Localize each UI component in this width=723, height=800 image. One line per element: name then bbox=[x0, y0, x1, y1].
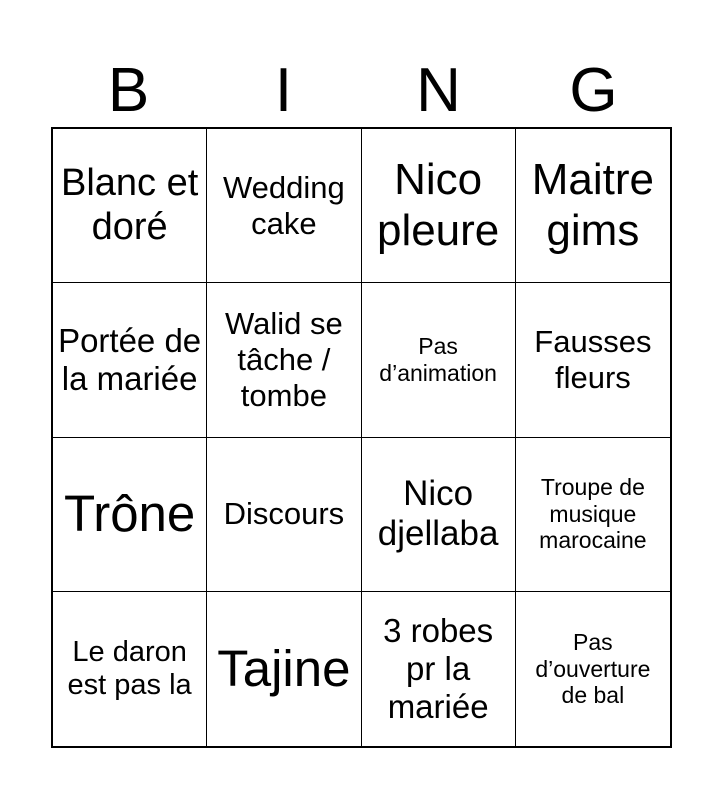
bingo-cell[interactable] bbox=[516, 592, 670, 746]
cell-text: Portée de la mariée bbox=[58, 321, 202, 397]
bingo-cell[interactable] bbox=[207, 129, 361, 283]
bingo-cell[interactable] bbox=[516, 438, 670, 592]
bingo-cell[interactable] bbox=[207, 592, 361, 746]
cell-text: Nico pleure bbox=[376, 155, 500, 255]
bingo-cell[interactable] bbox=[53, 438, 207, 592]
cell-text: Trône bbox=[63, 484, 196, 542]
header-letter-n: N bbox=[416, 56, 461, 125]
cell-text: Le daron est pas la bbox=[67, 635, 192, 701]
cell-text: Blanc et doré bbox=[60, 161, 199, 248]
cell-text: Pas d’ouverture de bal bbox=[535, 629, 651, 709]
bingo-cell[interactable] bbox=[53, 283, 207, 437]
header-letter-g: G bbox=[569, 56, 618, 125]
cell-text: Maitre gims bbox=[531, 155, 654, 255]
bingo-cell[interactable] bbox=[53, 129, 207, 283]
cell-text: Discours bbox=[223, 496, 345, 532]
bingo-grid bbox=[51, 127, 672, 748]
bingo-cell[interactable] bbox=[53, 592, 207, 746]
header-letter-b: B bbox=[107, 56, 150, 125]
cell-text: Walid se tâche / tombe bbox=[225, 306, 343, 413]
cell-text: Tajine bbox=[217, 639, 351, 697]
cell-text: 3 robes pr la mariée bbox=[383, 611, 494, 725]
bingo-cell[interactable] bbox=[362, 438, 516, 592]
bingo-cell[interactable] bbox=[362, 283, 516, 437]
bingo-cell[interactable] bbox=[516, 129, 670, 283]
bingo-cell[interactable] bbox=[207, 438, 361, 592]
bingo-header bbox=[51, 56, 671, 126]
bingo-cell[interactable] bbox=[516, 283, 670, 437]
bingo-cell[interactable] bbox=[207, 283, 361, 437]
bingo-cell[interactable] bbox=[362, 592, 516, 746]
cell-text: Pas d’animation bbox=[379, 333, 497, 386]
cell-text: Nico djellaba bbox=[377, 473, 499, 554]
header-letter-i: I bbox=[274, 56, 293, 125]
bingo-cell[interactable] bbox=[362, 129, 516, 283]
cell-text: Troupe de musique marocaine bbox=[539, 474, 647, 554]
cell-text: Wedding cake bbox=[222, 169, 345, 241]
cell-text: Fausses fleurs bbox=[534, 324, 652, 395]
